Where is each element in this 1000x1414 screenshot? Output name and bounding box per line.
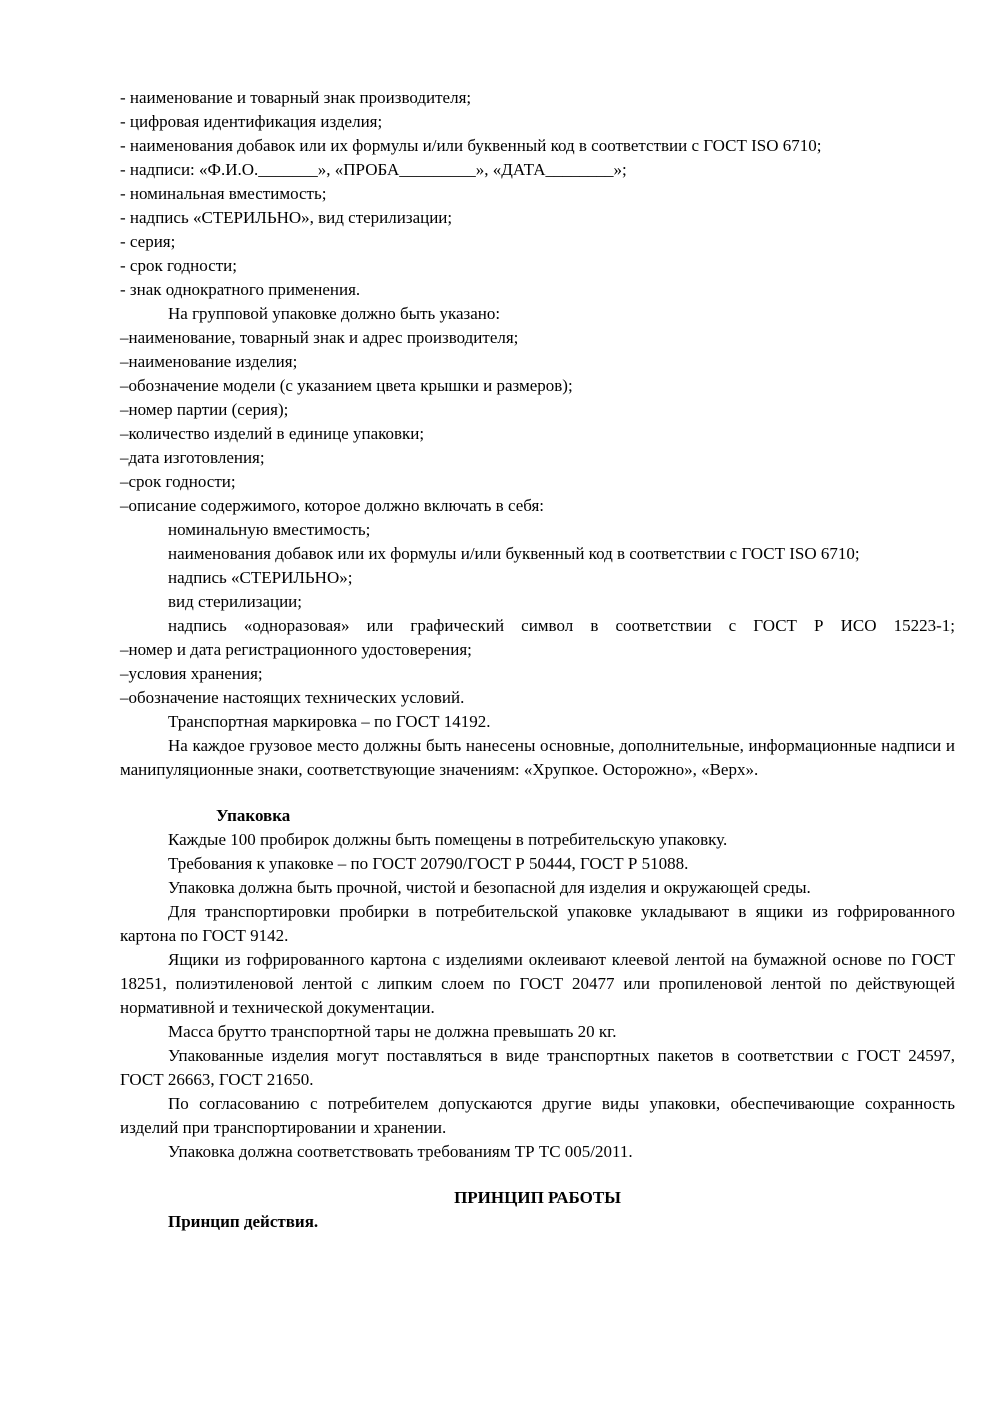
packaging-paragraph: Масса брутто транспортной тары не должна превышать 20 кг. [168, 1022, 617, 1041]
packaging-paragraph: Ящики из гофрированного картона с изделиями оклеивают клеевой лентой на бумажной основе по ГОСТ 18251, полиэтиленовой лентой с липким слоем по ГОСТ 20477 или пропиленовой лентой по действующей нормативной и технической документации. [120, 950, 955, 1017]
marking-list-item: - наименование и товарный знак производителя; [120, 88, 472, 107]
group-list-item: –срок годности; [120, 472, 236, 491]
packaging-paragraph: Упакованные изделия могут поставляться в виде транспортных пакетов в соответствии с ГОСТ 24597, ГОСТ 26663, ГОСТ 21650. [120, 1046, 955, 1089]
transport-marking-paragraph: Транспортная маркировка – по ГОСТ 14192. [168, 712, 491, 731]
packaging-paragraph: По согласованию с потребителем допускаются другие виды упаковки, обеспечивающие сохранность изделий при транспортировании и хранении. [120, 1094, 955, 1137]
group-list-item: –наименование изделия; [120, 352, 298, 371]
contents-sublist-item: надпись «СТЕРИЛЬНО»; [168, 568, 353, 587]
marking-list-item: - знак однократного применения. [120, 280, 361, 299]
marking-list-item: - номинальная вместимость; [120, 184, 327, 203]
group-list-item: –обозначение модели (с указанием цвета крышки и размеров); [120, 376, 573, 395]
group-list-item: –условия хранения; [120, 664, 263, 683]
marking-list-item: - серия; [120, 232, 176, 251]
group-list-item: –количество изделий в единице упаковки; [120, 424, 425, 443]
contents-sublist-item: вид стерилизации; [168, 592, 302, 611]
marking-list-item: - цифровая идентификация изделия; [120, 112, 383, 131]
contents-sublist-item: номинальную вместимость; [168, 520, 371, 539]
marking-list-item: - наименования добавок или их формулы и/или буквенный код в соответствии с ГОСТ ISO 6710; [120, 136, 822, 155]
contents-sublist-item: надпись «одноразовая» или графический символ в соответствии с ГОСТ Р ИСО 15223-1; [168, 616, 955, 635]
action-principle-line: Принцип действия. [168, 1212, 319, 1231]
cargo-marking-paragraph: На каждое грузовое место должны быть нанесены основные, дополнительные, информационные надписи и манипуляционные знаки, соответствующие значениям: «Хрупкое. Осторожно», «Верх». [120, 736, 955, 779]
work-principle-section-heading: ПРИНЦИП РАБОТЫ [454, 1188, 621, 1207]
marking-list-item: - надписи: «Ф.И.О._______», «ПРОБА_________», «ДАТА________»; [120, 160, 627, 179]
packaging-paragraph: Упаковка должна быть прочной, чистой и безопасной для изделия и окружающей среды. [168, 878, 811, 897]
packaging-paragraph: Каждые 100 пробирок должны быть помещены в потребительскую упаковку. [168, 830, 728, 849]
packaging-section-heading: Упаковка [216, 806, 291, 825]
packaging-paragraph: Упаковка должна соответствовать требованиям ТР ТС 005/2011. [168, 1142, 633, 1161]
group-list-item: –дата изготовления; [120, 448, 265, 467]
packaging-paragraph: Требования к упаковке – по ГОСТ 20790/ГОСТ Р 50444, ГОСТ Р 51088. [168, 854, 689, 873]
group-list-item: –наименование, товарный знак и адрес производителя; [120, 328, 519, 347]
group-packaging-intro: На групповой упаковке должно быть указано: [168, 304, 501, 323]
group-list-item: –обозначение настоящих технических условий. [120, 688, 465, 707]
marking-list-item: - надпись «СТЕРИЛЬНО», вид стерилизации; [120, 208, 453, 227]
marking-list-item: - срок годности; [120, 256, 237, 275]
packaging-paragraph: Для транспортировки пробирки в потребительской упаковке укладывают в ящики из гофрированного картона по ГОСТ 9142. [120, 902, 955, 945]
group-list-item: –номер партии (серия); [120, 400, 289, 419]
group-list-item: –номер и дата регистрационного удостоверения; [120, 640, 472, 659]
group-list-item: –описание содержимого, которое должно включать в себя: [120, 496, 545, 515]
contents-sublist-item: наименования добавок или их формулы и/или буквенный код в соответствии с ГОСТ ISO 6710; [168, 544, 860, 563]
